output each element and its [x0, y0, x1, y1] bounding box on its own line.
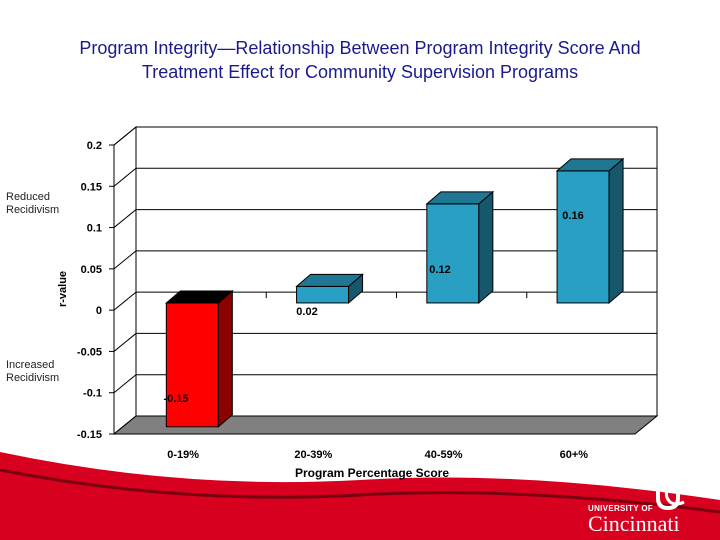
increased-recidivism-label: Increased Recidivism: [6, 359, 60, 384]
x-category-label: 20-39%: [294, 449, 333, 461]
data-label: 0.16: [562, 210, 584, 222]
bar-side: [609, 159, 623, 303]
data-label: 0.12: [429, 264, 451, 276]
bar-side: [479, 192, 493, 303]
y-tick-label: 0.05: [80, 263, 102, 276]
plot-side-wall: [114, 127, 136, 434]
x-category-label: 0-19%: [167, 449, 200, 461]
y-axis-title: r-value: [57, 270, 69, 308]
bar-side: [218, 291, 232, 427]
logo-university-of: UNIVERSITY OF: [588, 504, 654, 513]
data-label: 0.02: [296, 306, 318, 318]
university-logo: [588, 482, 712, 536]
x-category-label: 60+%: [559, 449, 589, 461]
logo-cincinnati: Cincinnati: [588, 511, 680, 536]
title-line-1: Program Integrity—Relationship Between Program Integrity Score And: [79, 38, 641, 58]
data-label: -0.15: [163, 393, 189, 405]
x-axis-title: Program Percentage Score: [294, 466, 450, 480]
y-tick-label: 0.15: [80, 181, 102, 194]
bar: [427, 204, 479, 303]
y-tick-label: -0.15: [76, 429, 102, 441]
y-tick-label: 0.1: [86, 222, 102, 235]
reduced-recidivism-label: Reduced Recidivism: [6, 191, 60, 216]
y-tick-label: 0: [95, 305, 102, 318]
bar: [557, 171, 609, 303]
y-tick-label: -0.05: [76, 346, 102, 359]
title-line-2: Treatment Effect for Community Supervision Programs: [141, 62, 579, 82]
y-tick-label: 0.2: [86, 140, 102, 152]
bar: [297, 286, 349, 303]
y-tick-label: -0.1: [83, 387, 102, 400]
bar: [166, 303, 218, 427]
x-category-label: 40-59%: [424, 449, 463, 461]
uc-logo-icon: [650, 478, 690, 512]
